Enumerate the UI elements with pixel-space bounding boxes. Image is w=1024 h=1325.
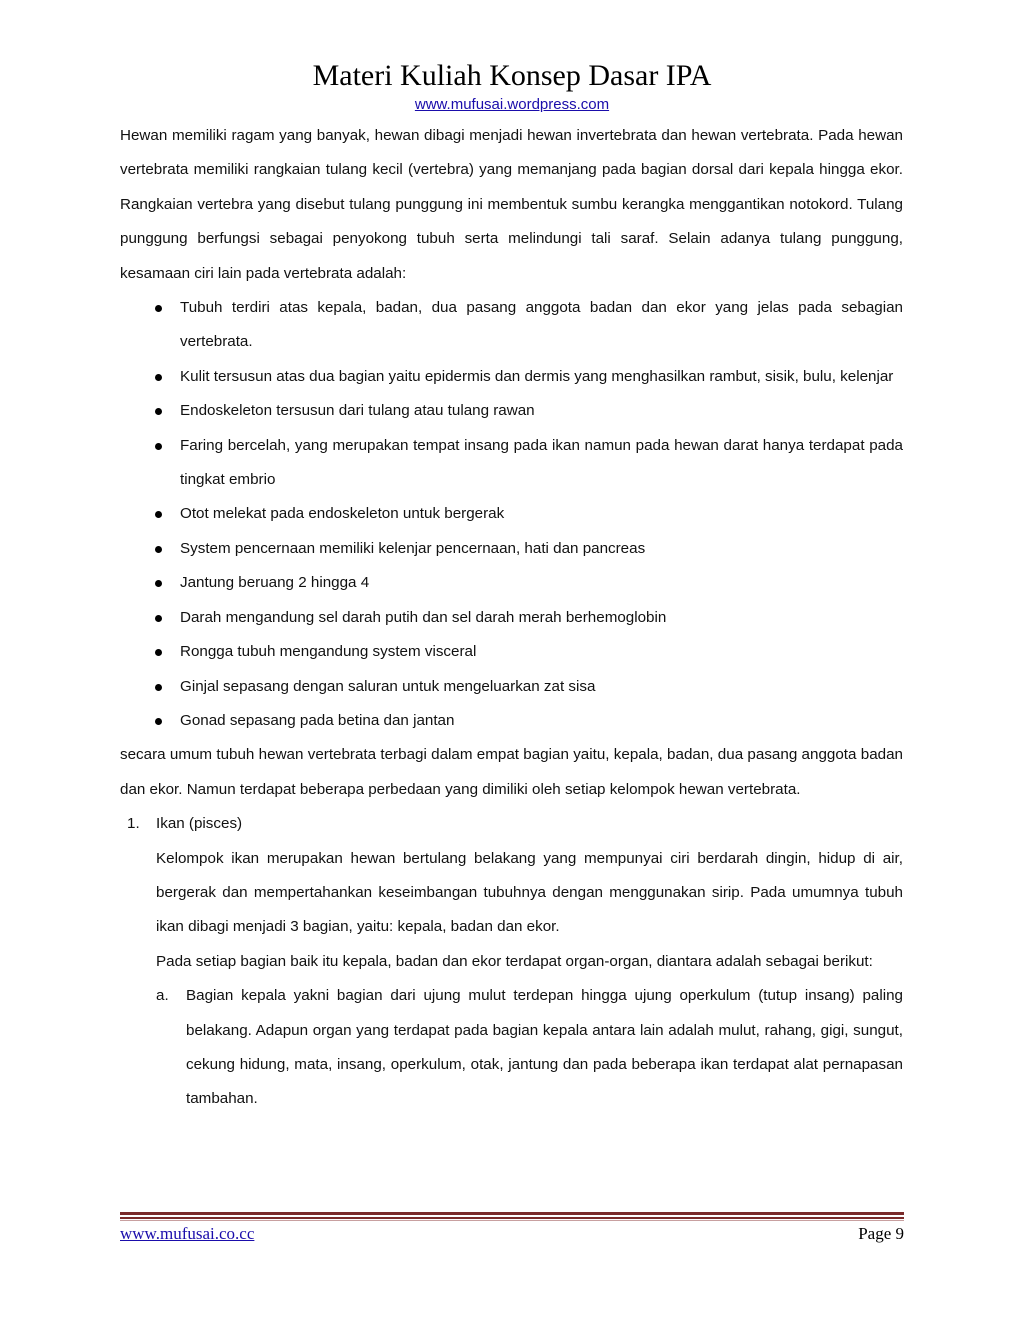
list-item <box>120 635 903 669</box>
bullet-icon <box>155 408 162 415</box>
list-item-text: Endoskeleton tersusun dari tulang atau tulang rawan <box>180 402 535 420</box>
list-item <box>120 497 903 531</box>
section-ikan-body <box>120 842 903 980</box>
footer-divider <box>120 1217 904 1219</box>
footer-divider <box>120 1220 904 1221</box>
list-item-text: Darah mengandung sel darah putih dan sel darah merah berhemoglobin <box>180 608 667 626</box>
bullet-icon <box>155 580 162 587</box>
list-item-text: Gonad sepasang pada betina dan jantan <box>180 711 455 729</box>
bullet-icon <box>155 649 162 656</box>
sub-item-letter: a. <box>156 987 169 1005</box>
bullet-icon <box>155 615 162 622</box>
list-item <box>120 704 903 738</box>
list-item <box>120 601 903 635</box>
section-title: Ikan (pisces) <box>156 815 243 833</box>
bullet-icon <box>155 511 162 518</box>
bullet-icon <box>155 305 162 312</box>
list-item <box>120 532 903 566</box>
bullet-icon <box>155 718 162 725</box>
list-item <box>120 291 903 360</box>
sub-item-text: Bagian kepala yakni bagian dari ujung mulut terdepan hingga ujung operkulum (tutup insang) paling belakang. Adapun organ yang terdapat pada bagian kepala antara lain adalah mulut, rahang, gigi, sungut, cekung hidung, mata, insang, operkulum, otak, jantung dan pada beberapa ikan terdapat alat pernapasan tambahan. <box>186 987 903 1108</box>
list-item <box>120 360 903 394</box>
section-number: 1. <box>127 815 140 833</box>
vertebrate-characteristics-list <box>120 291 903 738</box>
list-item <box>120 429 903 498</box>
intro-paragraph: Hewan memiliki ragam yang banyak, hewan dibagi menjadi hewan invertebrata dan hewan vertebrata. Pada hewan vertebrata memiliki rangkaian tulang kecil (vertebra) yang memanjang pada bagian dorsal dari kepala hingga ekor. Rangkaian vertebra yang disebut tulang punggung ini membentuk sumbu kerangka menggantikan notokord. Tulang punggung berfungsi sebagai penyokong tubuh serta melindungi tali saraf. Selain adanya tulang punggung, kesamaan ciri lain pada vertebrata adalah: <box>120 127 903 282</box>
document-body <box>120 119 903 1117</box>
list-item-text: System pencernaan memiliki kelenjar pencernaan, hati dan pancreas <box>180 539 646 557</box>
summary-paragraph: secara umum tubuh hewan vertebrata terbagi dalam empat bagian yaitu, kepala, badan, dua pasang anggota badan dan ekor. Namun terdapat beberapa perbedaan yang dimiliki oleh setiap kelompok hewan vertebrata. <box>120 746 903 798</box>
page-header-title: Materi Kuliah Konsep Dasar IPA <box>312 59 712 92</box>
bullet-icon <box>155 443 162 450</box>
list-item-text: Kulit tersusun atas dua bagian yaitu epidermis dan dermis yang menghasilkan rambut, sisik, bulu, kelenjar <box>180 367 894 385</box>
list-item <box>120 670 903 704</box>
ikan-paragraph-1: Kelompok ikan merupakan hewan bertulang belakang yang mempunyai ciri berdarah dingin, hidup di air, bergerak dan mempertahankan keseimbangan tubuhnya dengan menggunakan sirip. Pada umumnya tubuh ikan dibagi menjadi 3 bagian, yaitu: kepala, badan dan ekor. <box>156 849 903 936</box>
list-item-text: Rongga tubuh mengandung system visceral <box>180 643 477 661</box>
list-item-text: Jantung beruang 2 hingga 4 <box>180 574 370 592</box>
header-website-link[interactable]: www.mufusai.wordpress.com <box>414 96 610 113</box>
list-item <box>120 566 903 600</box>
ikan-paragraph-2: Pada setiap bagian baik itu kepala, badan dan ekor terdapat organ-organ, diantara adalah sebagai berikut: <box>156 952 873 970</box>
list-item-text: Ginjal sepasang dengan saluran untuk mengeluarkan zat sisa <box>180 677 596 695</box>
list-item-text: Faring bercelah, yang merupakan tempat insang pada ikan namun pada hewan darat hanya terdapat pada tingkat embrio <box>180 436 903 489</box>
bullet-icon <box>155 684 162 691</box>
bullet-icon <box>155 546 162 553</box>
footer-website-link[interactable]: www.mufusai.co.cc <box>120 1224 255 1243</box>
list-item-text: Otot melekat pada endoskeleton untuk bergerak <box>180 505 505 523</box>
list-item-text: Tubuh terdiri atas kepala, badan, dua pasang anggota badan dan ekor yang jelas pada sebagian vertebrata. <box>180 299 903 351</box>
footer-divider <box>120 1212 904 1215</box>
bullet-icon <box>155 374 162 381</box>
list-item <box>120 394 903 428</box>
page-number: Page 9 <box>858 1224 904 1243</box>
sub-item-a <box>120 979 903 1117</box>
section-heading-ikan <box>120 807 903 841</box>
